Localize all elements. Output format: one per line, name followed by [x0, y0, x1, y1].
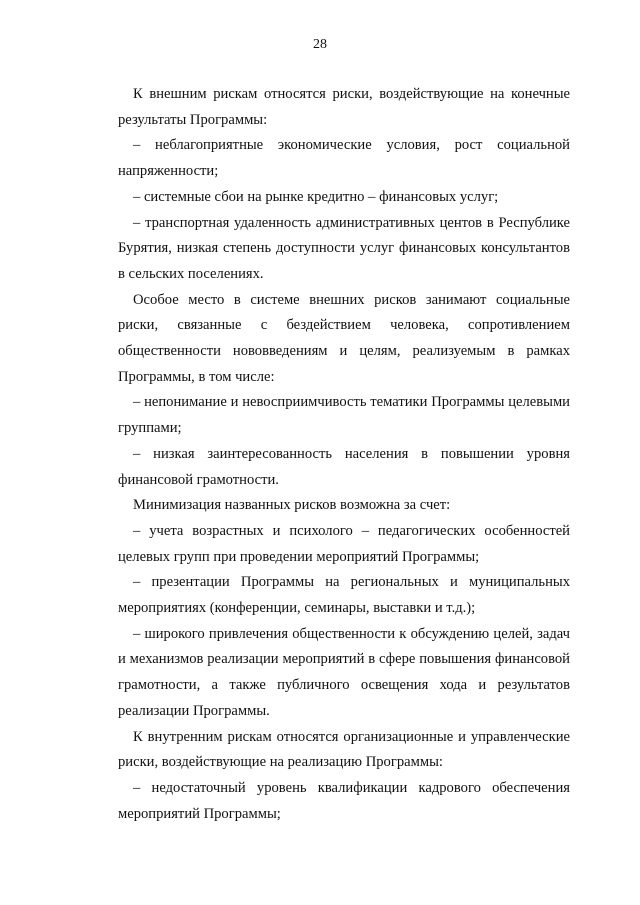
list-item-public-involvement: – широкого привлечения общественности к обсуждению целей, задач и механизмов реализации мероприятий в сфере повышения финансовой грамотности, а также публичного освещения хода и результатов реализации Программы. — [118, 625, 570, 719]
list-item-low-interest: – низкая заинтересованность населения в повышении уровня финансовой грамотности. — [118, 445, 570, 488]
list-item-age-features: – учета возрастных и психолого – педагогических особенностей целевых групп при проведении мероприятий Программы; — [118, 522, 570, 565]
paragraph-social-risks: Особое место в системе внешних рисков занимают социальные риски, связанные с бездействием человека, сопротивлением общественности нововведениям и целям, реализуемым в рамках Программы, в том числе: — [118, 291, 570, 385]
list-item-transport-remoteness: – транспортная удаленность административных центов в Республике Бурятия, низкая степень доступности услуг финансовых консультантов в сельских поселениях. — [118, 214, 570, 282]
page-number: 28 — [313, 37, 327, 52]
paragraph-external-risks-intro: К внешним рискам относятся риски, воздействующие на конечные результаты Программы: — [118, 86, 570, 128]
list-item-presentations: – презентации Программы на региональных и муниципальных мероприятиях (конференции, семинары, выставки и т.д.); — [118, 574, 570, 617]
list-item-misunderstanding: – непонимание и невосприимчивость тематики Программы целевыми группами; — [118, 394, 570, 437]
list-item-systemic-failures: – системные сбои на рынке кредитно – финансовых услуг; — [133, 188, 499, 205]
list-item-qualification: – недостаточный уровень квалификации кадрового обеспечения мероприятий Программы; — [118, 779, 570, 822]
list-item-unfavorable-conditions: – неблагоприятные экономические условия, рост социальной напряженности; — [118, 137, 570, 180]
document-body — [118, 82, 570, 827]
paragraph-internal-risks: К внутренним рискам относятся организационные и управленческие риски, воздействующие на реализацию Программы: — [118, 728, 570, 771]
paragraph-minimization: Минимизация названных рисков возможна за счет: — [133, 497, 451, 514]
